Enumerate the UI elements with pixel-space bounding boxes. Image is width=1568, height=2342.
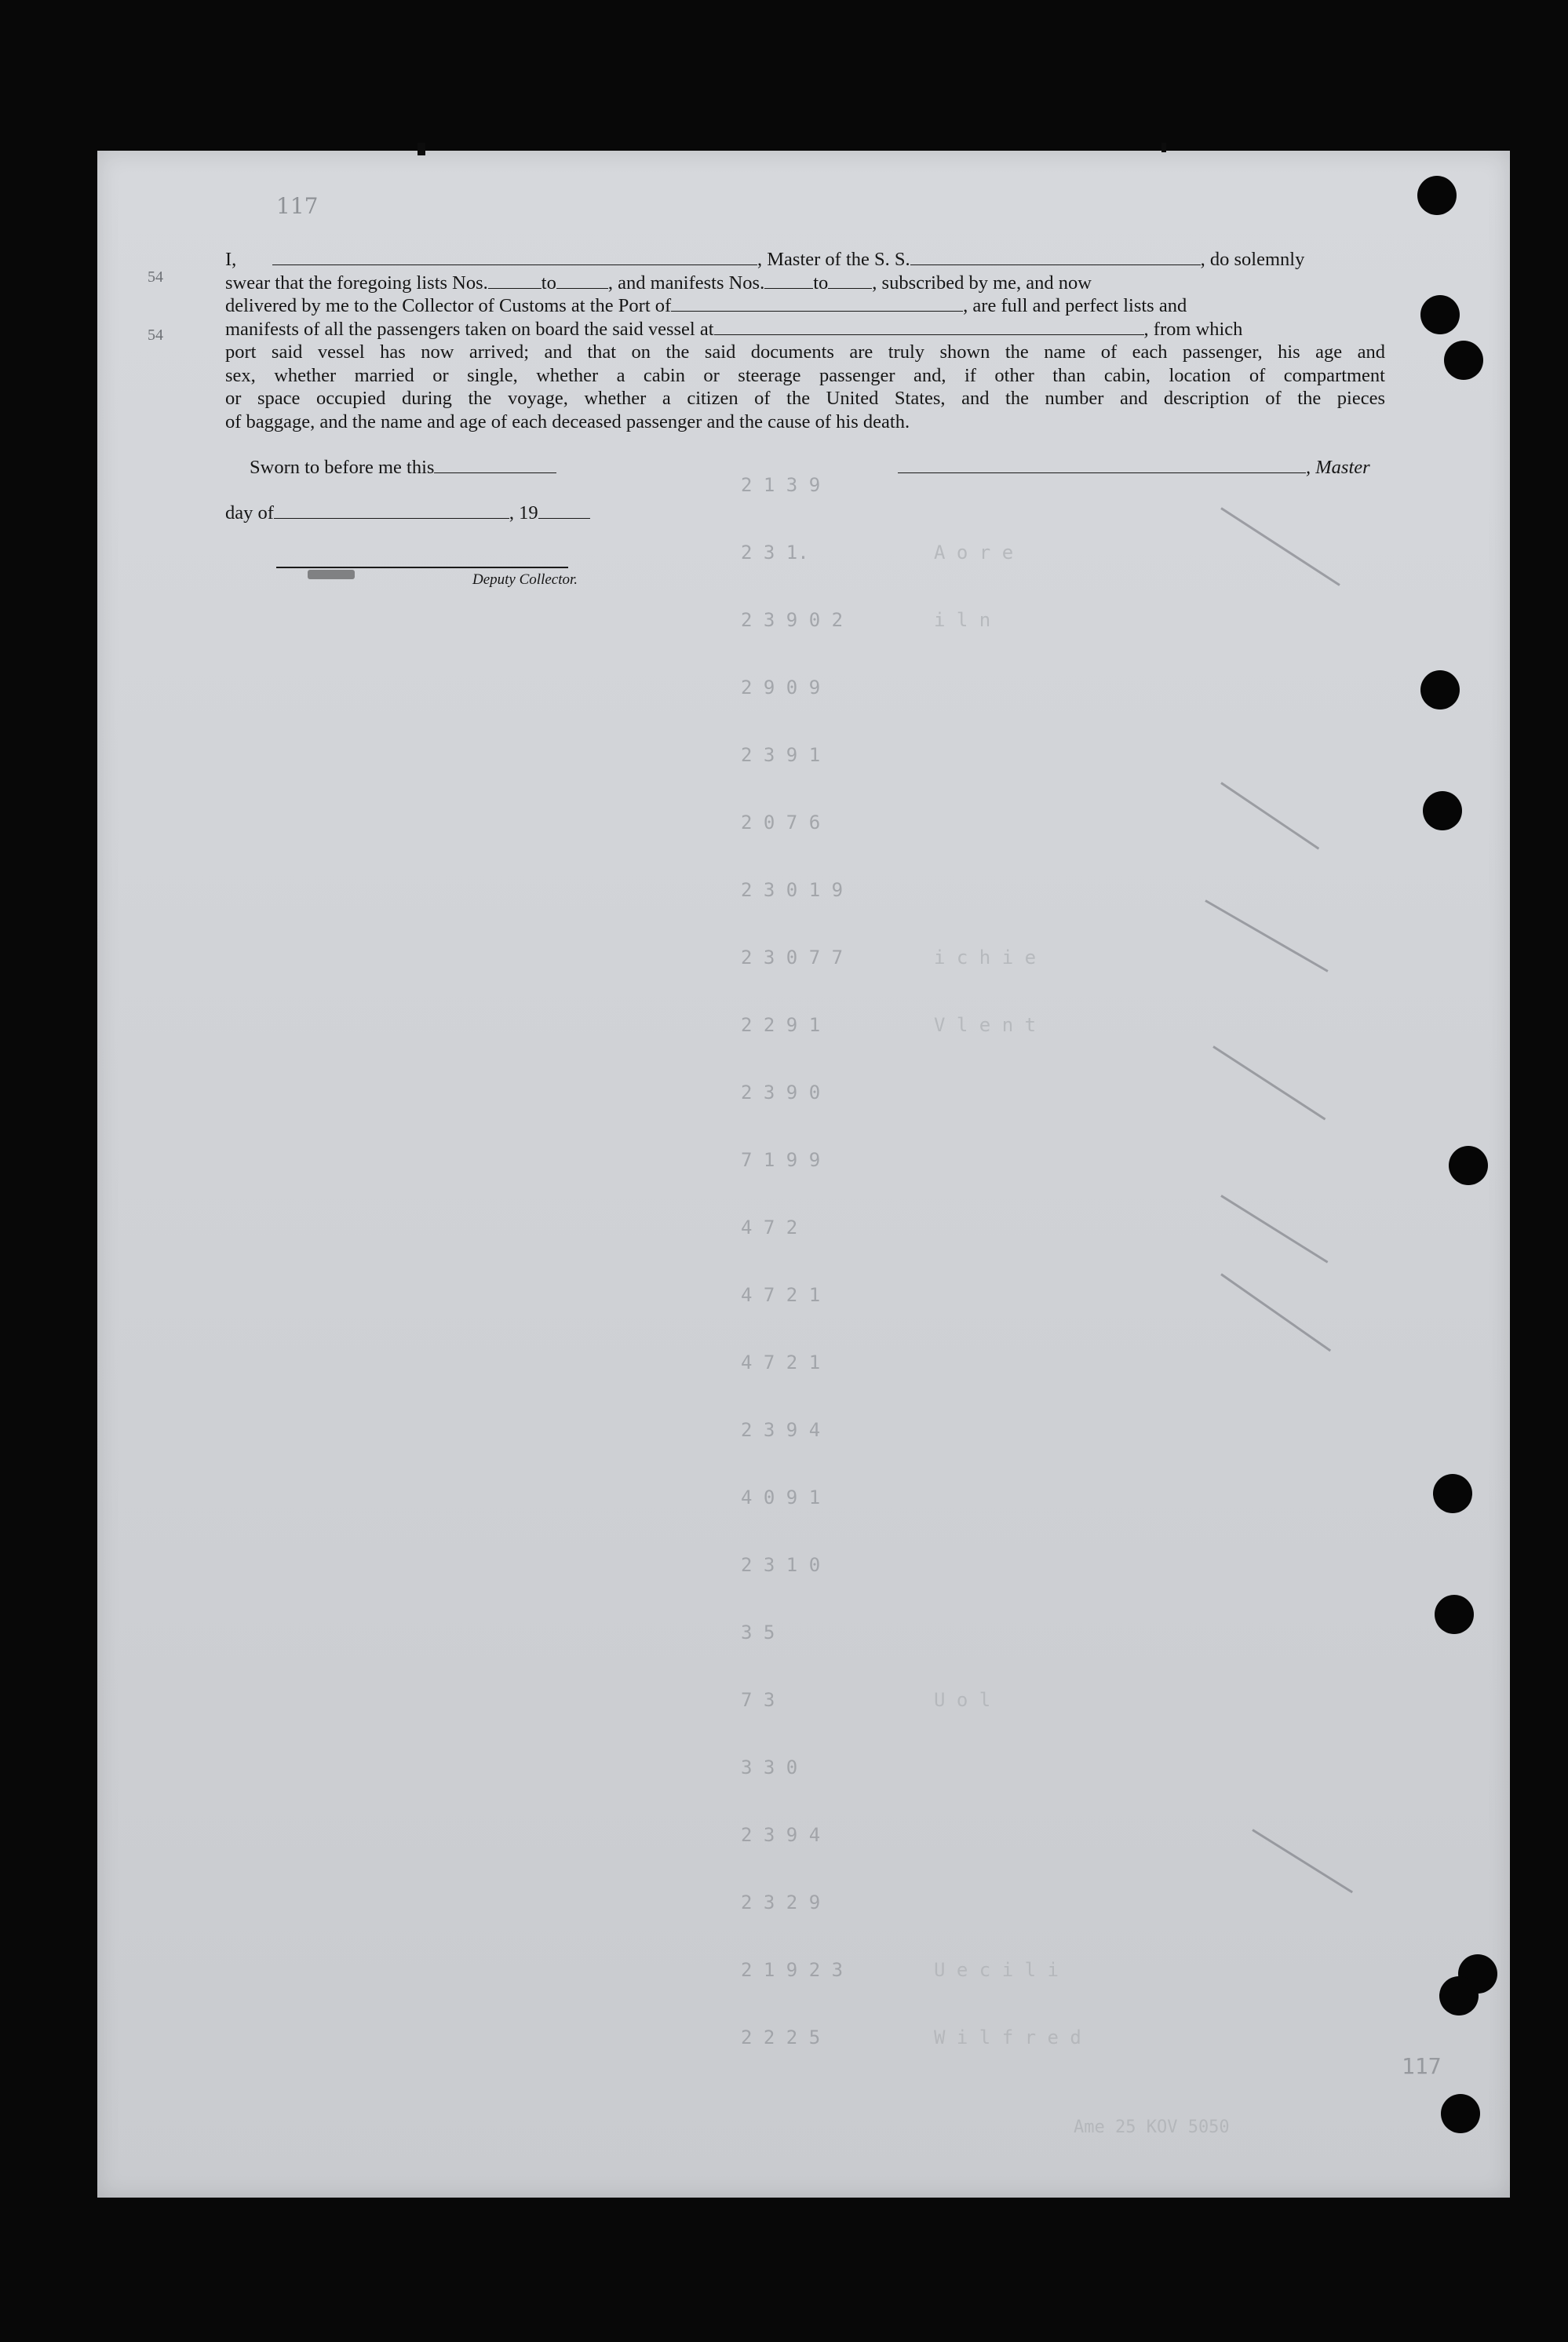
- bleed-through-text: 3 5: [741, 1622, 775, 1643]
- punch-hole: [1441, 2094, 1480, 2133]
- oath-line-7: or space occupied during the voyage, whether a citizen of the United States, and the number and description of the pieces: [225, 388, 1385, 409]
- bleed-through-text: 2 3 9 0: [741, 1082, 821, 1104]
- port-blank: [671, 295, 963, 312]
- bleed-through-text: 2 3 9 1: [741, 744, 821, 766]
- deputy-signature-rule: [276, 567, 568, 568]
- sworn-line: Sworn to before me this: [250, 457, 556, 479]
- bleed-through-text: 2 9 0 9: [741, 677, 821, 699]
- bleed-through-text: 4 7 2 1: [741, 1284, 821, 1306]
- margin-number: 54: [148, 268, 163, 286]
- sworn-date-blank: [434, 457, 556, 473]
- bleed-through-text: 4 0 9 1: [741, 1487, 821, 1508]
- bleed-through-text: 2 3 9 4: [741, 1419, 821, 1441]
- bleed-through-text: 3 3 0: [741, 1756, 798, 1778]
- bleed-through-text: 2 3 2 9: [741, 1891, 821, 1913]
- ink-mark: [1161, 143, 1166, 152]
- oath-line-5: port said vessel has now arrived; and that on the said documents are truly shown the name of each passenger, his age and: [225, 341, 1385, 363]
- manifests-to-blank: [828, 272, 872, 289]
- oath-line-1: I, , Master of the S. S. , do solemnly: [225, 249, 1305, 270]
- bleed-through-text: 7 3: [741, 1689, 775, 1711]
- master-signature-blank: [898, 457, 1306, 473]
- bleed-through-text: i l n: [934, 609, 991, 631]
- bleed-through-text: i c h i e: [934, 947, 1037, 969]
- corner-mark: 117: [1402, 2053, 1442, 2079]
- margin-number: 54: [148, 326, 163, 344]
- bleed-through-text: 2 1 3 9: [741, 474, 821, 496]
- bleed-through-text: U e c i l i: [934, 1959, 1059, 1981]
- bleed-through-text: 2 2 2 5: [741, 2026, 821, 2048]
- bleed-through-text: 2 3 0 1 9: [741, 879, 844, 901]
- oath-line-8: of baggage, and the name and age of each deceased passenger and the cause of his death.: [225, 410, 910, 432]
- bleed-through-text: 2 3 9 4: [741, 1824, 821, 1846]
- punch-hole: [1435, 1595, 1474, 1634]
- oath-line-4: manifests of all the passengers taken on board the said vessel at , from which: [225, 318, 1243, 340]
- punch-hole: [1444, 341, 1483, 380]
- corner-mark: 117: [276, 193, 319, 219]
- master-signature-line: , Master: [898, 457, 1370, 479]
- day-line: day of , 19: [225, 502, 590, 524]
- oath-paragraph: [225, 248, 1385, 433]
- departure-port-blank: [714, 319, 1144, 335]
- oath-line-3: delivered by me to the Collector of Customs at the Port of , are full and perfect lists and: [225, 295, 1187, 316]
- punch-hole: [1433, 1474, 1472, 1513]
- bleed-through-text: A o r e: [934, 542, 1014, 564]
- master-name-blank: [272, 249, 757, 265]
- bleed-through-text: 2 3 1 0: [741, 1554, 821, 1576]
- manifests-from-blank: [764, 272, 813, 289]
- year-blank: [538, 502, 590, 519]
- punch-hole: [1420, 670, 1460, 710]
- bleed-through-text: 2 0 7 6: [741, 812, 821, 834]
- bleed-through-text: 2 3 9 0 2: [741, 609, 844, 631]
- ink-mark: [418, 143, 425, 155]
- lists-to-blank: [556, 272, 608, 289]
- punch-hole: [1449, 1146, 1488, 1185]
- bleed-through-text: 2 3 1.: [741, 542, 809, 564]
- bleed-through-text: 4 7 2 1: [741, 1352, 821, 1373]
- oath-line-6: sex, whether married or single, whether a cabin or steerage passenger and, if other than cabin, location of compartment: [225, 364, 1385, 386]
- bottom-stamp: Ame 25 KOV 5050: [1074, 2118, 1230, 2137]
- punch-hole: [1439, 1976, 1479, 2016]
- punch-hole: [1423, 791, 1462, 830]
- ship-name-blank: [910, 249, 1201, 265]
- bleed-through-text: 4 7 2: [741, 1217, 798, 1238]
- bleed-through-text: V l e n t: [934, 1014, 1037, 1036]
- bleed-through-text: 2 3 0 7 7: [741, 947, 844, 969]
- bleed-through-text: W i l f r e d: [934, 2026, 1081, 2048]
- bleed-through-text: U o l: [934, 1689, 991, 1711]
- deputy-collector-label: Deputy Collector.: [472, 571, 578, 588]
- oath-line-2: swear that the foregoing lists Nos. to , and manifests Nos. to , subscribed by me, and now: [225, 272, 1092, 294]
- bleed-through-text: 2 2 9 1: [741, 1014, 821, 1036]
- punch-hole: [1420, 295, 1460, 334]
- punch-hole: [1417, 176, 1457, 215]
- lists-from-blank: [488, 272, 542, 289]
- bleed-through-text: 7 1 9 9: [741, 1149, 821, 1171]
- bleed-through-text: 2 1 9 2 3: [741, 1959, 844, 1981]
- day-blank: [274, 502, 509, 519]
- deputy-initials-smudge: [308, 570, 355, 579]
